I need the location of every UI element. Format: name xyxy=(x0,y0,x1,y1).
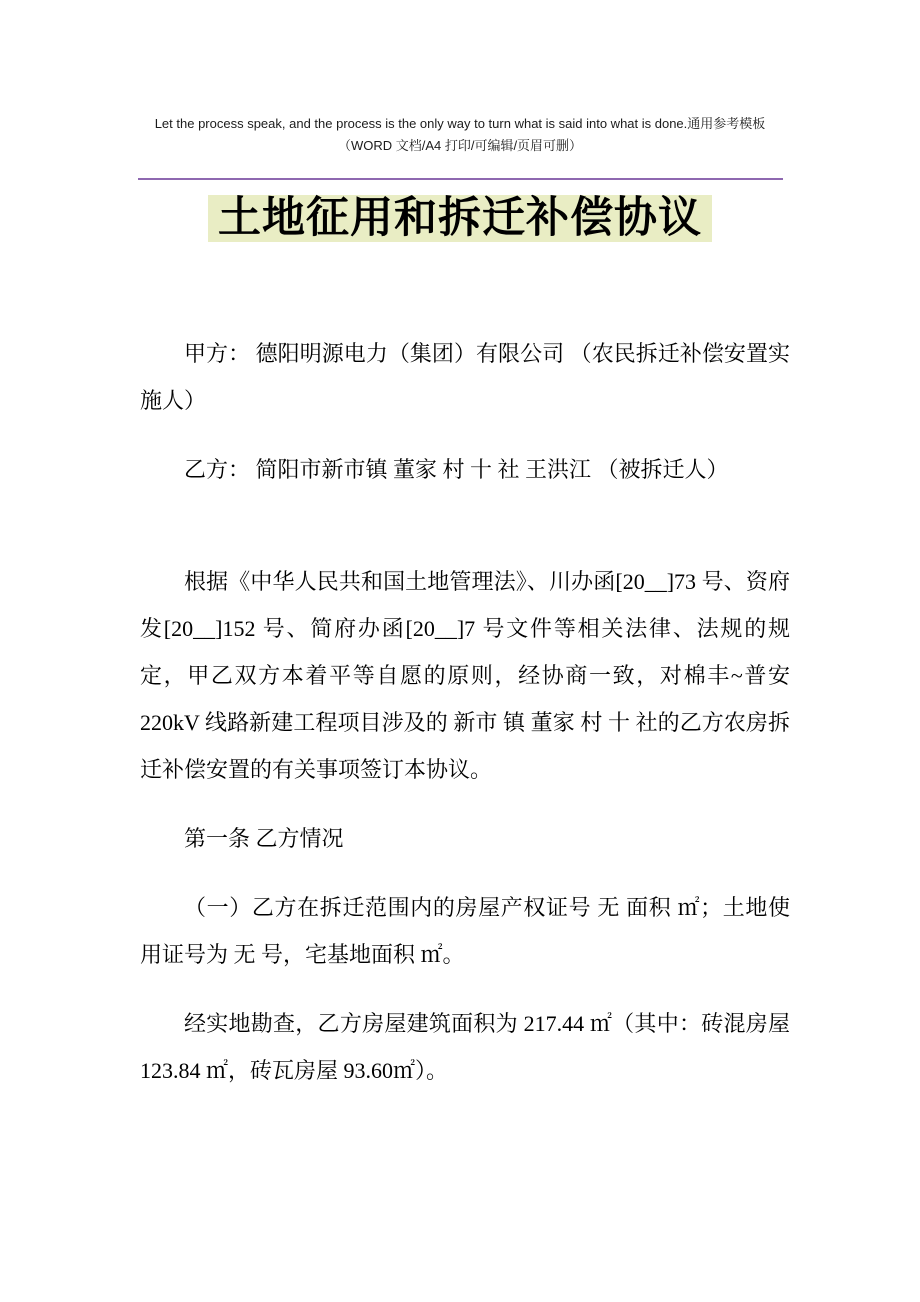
header-note-line1: Let the process speak, and the process is the only way to turn what is said into what is done.通用参考模板 xyxy=(154,116,766,131)
paragraph-party-a: 甲方： 德阳明源电力（集团）有限公司 （农民拆迁补偿安置实施人） xyxy=(140,341,790,413)
header-divider xyxy=(138,178,783,180)
paragraph-article-1-item-1: （一）乙方在拆迁范围内的房屋产权证号 无 面积 ㎡；土地使用证号为 无 号，宅基地面积 ㎡。 xyxy=(140,895,790,967)
document-title xyxy=(0,190,920,248)
document-title-highlight: 土地征用和拆迁补偿协议 xyxy=(208,195,712,242)
page-header xyxy=(0,113,920,157)
header-note-line2: （WORD 文档/A4 打印/可编辑/页眉可删） xyxy=(337,138,583,153)
paragraph-party-b: 乙方： 简阳市新市镇 董家 村 十 社 王洪江 （被拆迁人） xyxy=(184,457,729,482)
paragraph-article-1-heading: 第一条 乙方情况 xyxy=(184,826,344,851)
paragraph-preamble: 根据《中华人民共和国土地管理法》、川办函[20__]73 号、资府发[20__]152 号、简府办函[20__]7 号文件等相关法律、法规的规定，甲乙双方本着平等自愿的原则，经协商一致，对棉丰~普安 220kV 线路新建工程项目涉及的 新市 镇 董家 村 十 社的乙方农房拆迁补偿安置的有关事项签订本协议。 xyxy=(140,569,790,782)
paragraph-survey-result: 经实地勘查，乙方房屋建筑面积为 217.44 ㎡（其中：砖混房屋 123.84 ㎡，砖瓦房屋 93.60㎡）。 xyxy=(140,1011,790,1083)
document-body xyxy=(140,330,790,1094)
